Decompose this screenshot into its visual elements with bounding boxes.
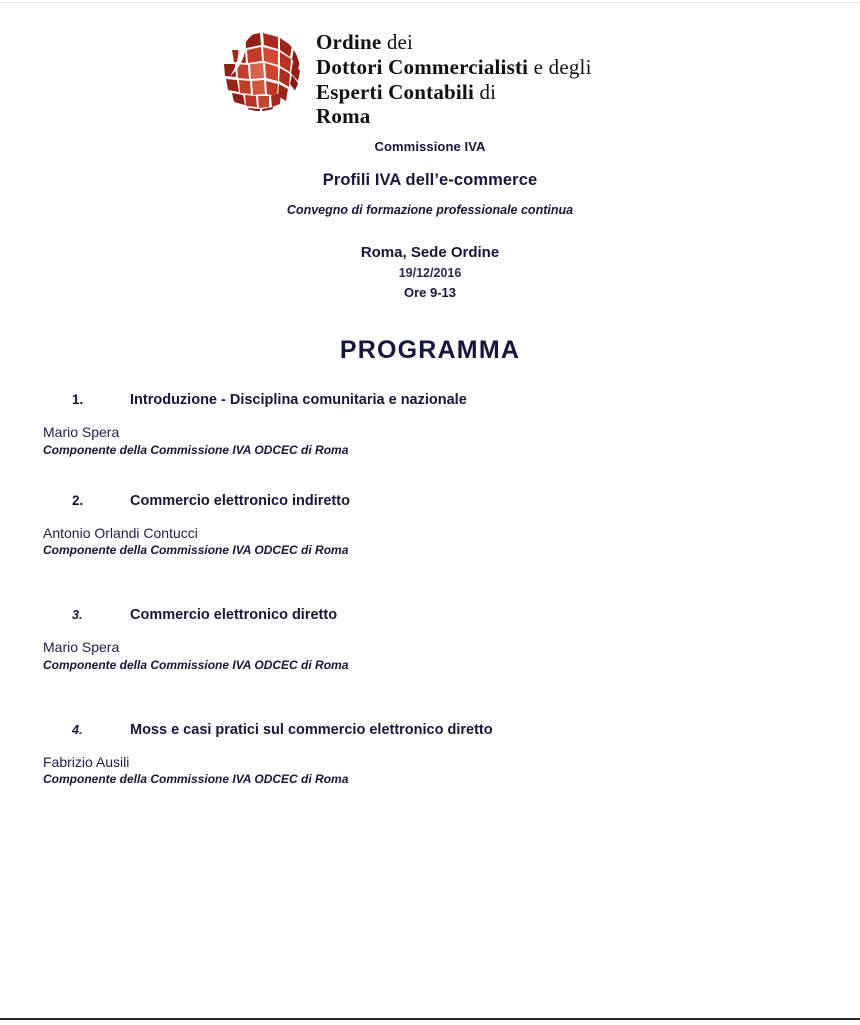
event-date: 19/12/2016: [398, 266, 462, 280]
speaker-name: Fabrizio Ausili: [43, 753, 130, 770]
commission-label: Commissione IVA: [374, 139, 486, 154]
agenda-item-heading: [0, 493, 860, 509]
agenda-item-title: Commercio elettronico diretto: [130, 607, 338, 623]
page-bottom-rule: [0, 1018, 860, 1020]
list-item: [0, 493, 860, 559]
venue-text: Roma, Sede Ordine: [360, 244, 500, 261]
agenda-item-title: Moss e casi pratici sul commercio elettronico diretto: [130, 721, 493, 738]
agenda-item-heading: [0, 607, 860, 623]
page-title: PROGRAMMA: [339, 336, 521, 364]
agenda-item-number: 4.: [72, 722, 83, 737]
agenda-item-heading: [0, 392, 860, 408]
event-time: Ore 9-13: [403, 285, 457, 300]
list-item: [0, 607, 860, 673]
wordmark-bold-2: Dottori Commercialisti: [316, 54, 529, 79]
agenda-item-title: Introduzione - Disciplina comunitaria e nazionale: [130, 392, 467, 408]
speaker-role: Componente della Commissione IVA ODCEC di Roma: [43, 543, 349, 557]
wordmark-line-4: [316, 104, 592, 129]
list-item: [0, 392, 860, 458]
speaker-name: Mario Spera: [43, 424, 120, 440]
agenda-item-title: Commercio elettronico indiretto: [130, 492, 350, 509]
program-list: [0, 392, 860, 787]
agenda-item-heading: [0, 722, 860, 738]
wordmark-regular-3: di: [479, 79, 497, 104]
wordmark-bold-1: Ordine: [316, 30, 382, 54]
list-item: [0, 722, 860, 788]
wordmark-line-2: [316, 55, 592, 80]
speaker-role: Componente della Commissione IVA ODCEC di Roma: [43, 442, 349, 457]
wordmark-line-3: [316, 80, 592, 105]
wordmark-bold-3: Esperti Contabili: [316, 79, 474, 104]
agenda-item-number: 1.: [72, 392, 84, 407]
wordmark-regular-1: dei: [386, 30, 414, 54]
letterhead: [216, 28, 592, 129]
wordmark-bold-4: Roma: [316, 104, 371, 129]
globe-mosaic-logo-icon: [216, 28, 304, 116]
wordmark-line-1: [316, 30, 592, 55]
page-top-rule: [0, 2, 860, 3]
speaker-role: Componente della Commissione IVA ODCEC di Roma: [43, 657, 349, 672]
document-subtitle: Convegno di formazione professionale continua: [286, 203, 574, 217]
agenda-item-number: 2.: [72, 492, 84, 508]
organization-wordmark: [316, 28, 592, 129]
speaker-role: Componente della Commissione IVA ODCEC di Roma: [43, 772, 349, 786]
agenda-item-number: 3.: [72, 608, 83, 622]
speaker-name: Mario Spera: [43, 639, 120, 655]
speaker-name: Antonio Orlandi Contucci: [43, 524, 198, 541]
document-title: Profili IVA dell’e-commerce: [322, 171, 538, 189]
wordmark-regular-2: e degli: [533, 54, 592, 79]
